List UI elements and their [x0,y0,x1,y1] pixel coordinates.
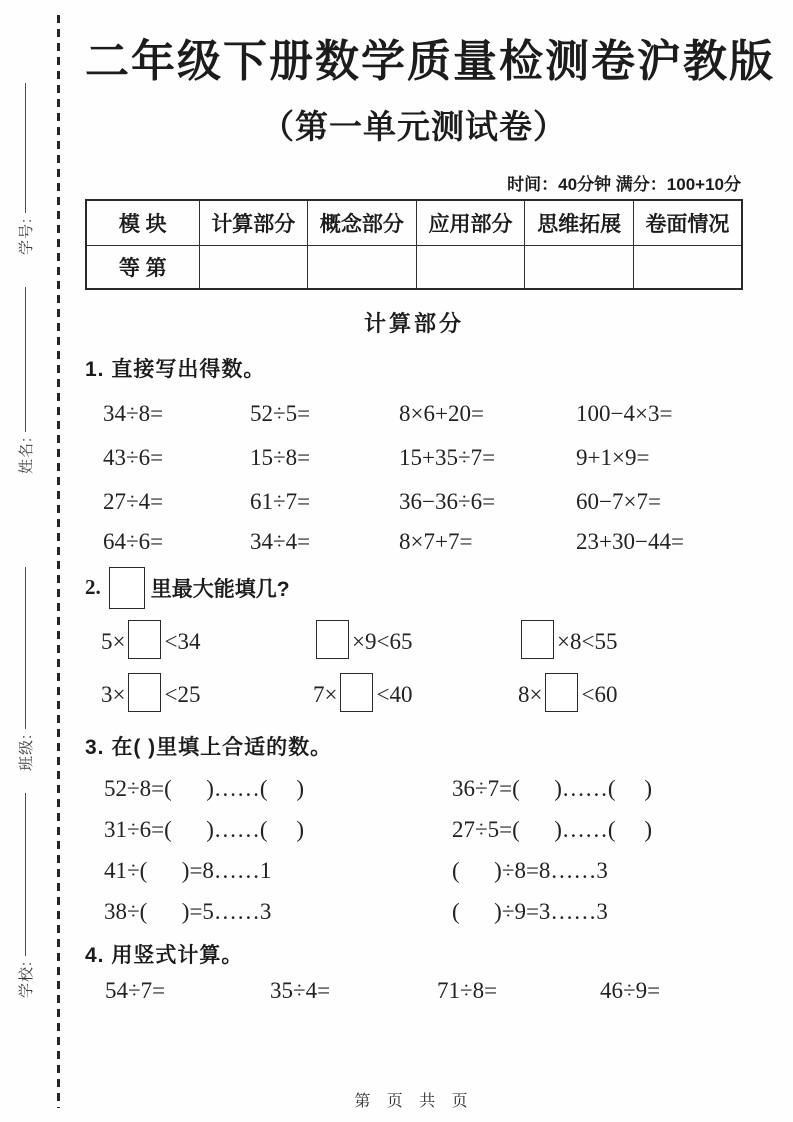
q4-row [85,978,743,1004]
q3-expression: 38÷( )=5……3 [104,898,272,924]
q3-expression: 31÷6=( )……( ) [104,816,304,842]
class-label: 班级: [17,733,35,771]
score-table [85,199,743,290]
sidebar-field-student-id [14,83,36,255]
score-table-header-row [86,200,742,246]
answer-box [545,673,578,712]
q1-row [85,489,743,515]
answer-box [128,673,161,712]
q3-expression: 52÷8=( )……( ) [104,775,304,801]
score-header-module: 模 块 [86,200,199,246]
q1-expression: 61÷7= [250,488,311,514]
q2-expression [313,673,518,712]
q2-expr-post: <34 [164,629,201,655]
page-footer: 第 页 共 页 [354,1093,474,1110]
score-header-thinking: 思维拓展 [525,200,634,246]
grade-cell-empty [525,245,634,289]
binding-dashed-line [57,15,60,1108]
name-fill-line [25,287,26,432]
q2-expr-post: <40 [376,682,413,708]
q2-title [85,567,743,609]
student-id-label: 学号: [17,217,35,255]
q2-row [85,671,743,715]
q2-expr-pre: 5× [101,629,126,655]
q3-expression: ( )÷9=3……3 [452,898,608,924]
student-id-fill-line [25,83,26,213]
q1-expression: 8×6+20= [399,400,484,426]
q4-expression: 35÷4= [270,977,331,1003]
score-header-concept: 概念部分 [308,200,417,246]
time-score-line: 时间：40分钟 满分：100+10分 [507,174,741,194]
school-fill-line [25,793,26,956]
q1-row [85,445,743,471]
q3-expression: 27÷5=( )……( ) [452,816,652,842]
q3-row [85,817,743,843]
q2-title-answer-box [109,567,145,609]
q4-title: 4. 用竖式计算。 [85,943,244,967]
score-header-application: 应用部分 [416,200,525,246]
answer-box [316,620,349,659]
q1-expression: 27÷4= [103,488,164,514]
q2-expression [313,620,518,659]
score-header-calculation: 计算部分 [199,200,308,246]
q2-expr-post: <60 [581,682,618,708]
section-title-calculation: 计算部分 [363,310,464,336]
grade-cell-empty [308,245,417,289]
q2-number: 2. [85,575,101,600]
grade-cell-empty [633,245,742,289]
q3-expression: 36÷7=( )……( ) [452,775,652,801]
sidebar-field-name [14,287,36,474]
q1-expression: 60−7×7= [576,488,661,514]
q1-expression: 15÷8= [250,444,311,470]
name-label: 姓名: [17,436,35,474]
answer-box [340,673,373,712]
grade-row-label: 等 第 [86,245,199,289]
q2-expr-pre: 3× [101,682,126,708]
q1-expression: 9+1×9= [576,444,650,470]
q2-expression [101,673,313,712]
q2-expr-pre: 8× [518,682,543,708]
q1-expression: 34÷8= [103,400,164,426]
q1-expression: 52÷5= [250,400,311,426]
q1-expression: 64÷6= [103,528,164,554]
q1-expression: 15+35÷7= [399,444,496,470]
paper-title: 二年级下册数学质量检测卷沪教版 [85,37,775,86]
q2-expr-post: ×9<65 [352,629,413,655]
q3-row [85,858,743,884]
grade-cell-empty [416,245,525,289]
paper-subtitle: （第一单元测试卷） [261,107,567,145]
q1-expression: 100−4×3= [576,400,673,426]
q1-expression: 34÷4= [250,528,311,554]
q3-title: 3. 在( )里填上合适的数。 [85,735,333,759]
q2-expr-post: <25 [164,682,201,708]
q3-expression: 41÷( )=8……1 [104,857,272,883]
paper-content [85,0,775,1004]
q2-title-text: 里最大能填几? [150,577,290,601]
score-header-neatness: 卷面情况 [633,200,742,246]
school-label: 学校: [17,960,35,998]
class-fill-line [25,567,26,729]
q1-expression: 36−36÷6= [399,488,496,514]
q1-row [85,401,743,427]
q2-expression [518,673,743,712]
sidebar-field-class [14,567,36,771]
q4-expression: 54÷7= [105,977,166,1003]
q4-expression: 71÷8= [437,977,498,1003]
answer-box [521,620,554,659]
q1-expression: 8×7+7= [399,528,473,554]
q1-expression: 43÷6= [103,444,164,470]
q1-expression: 23+30−44= [576,528,684,554]
answer-box [128,620,161,659]
sidebar-field-school [14,793,36,998]
q3-expression: ( )÷8=8……3 [452,857,608,883]
q2-row [85,618,743,662]
score-table-grade-row [86,245,742,289]
q3-row [85,776,743,802]
q2-expression [101,620,313,659]
q2-expr-post: ×8<55 [557,629,618,655]
q1-row [85,529,743,555]
q2-expression [518,620,743,659]
q4-expression: 46÷9= [600,977,661,1003]
q3-row [85,899,743,925]
grade-cell-empty [199,245,308,289]
q2-expr-pre: 7× [313,682,338,708]
q1-title: 1. 直接写出得数。 [85,357,266,381]
